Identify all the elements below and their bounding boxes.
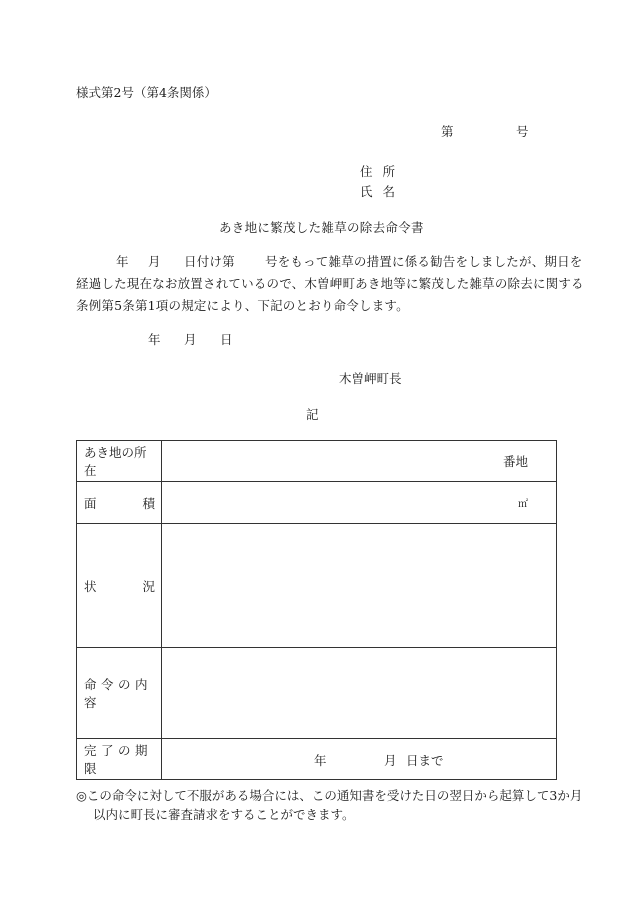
order-content-label: 命令の内容	[84, 677, 153, 710]
form-number-label: 様式第2号（第4条関係）	[76, 85, 217, 100]
area-unit: ㎡	[518, 499, 528, 510]
location-label: あき地の所在	[84, 445, 147, 478]
status-label-cell	[77, 524, 162, 648]
area-value-cell[interactable]	[162, 482, 557, 524]
document-title: あき地に繁茂した雑草の除去命令書	[219, 220, 424, 235]
location-value-cell[interactable]	[162, 441, 557, 482]
issuer-name: 木曽岬町長	[339, 371, 402, 386]
order-content-row	[77, 648, 557, 739]
address-label: 住所	[360, 164, 406, 179]
name-label: 氏名	[360, 184, 406, 199]
deadline-date	[162, 739, 556, 779]
doc-number-prefix: 第	[441, 124, 454, 139]
area-label-char-2: 積	[142, 495, 155, 511]
area-label-cell	[77, 482, 162, 524]
issue-date-day: 日	[220, 332, 233, 347]
body-day-no: 日付け第	[184, 254, 235, 269]
status-row	[77, 524, 557, 648]
location-row	[77, 441, 557, 482]
area-label-char-1: 面	[84, 495, 97, 511]
area-row	[77, 482, 557, 524]
body-year: 年	[116, 254, 129, 269]
deadline-value-cell[interactable]	[162, 739, 557, 780]
doc-number-suffix: 号	[516, 124, 529, 139]
deadline-row	[77, 739, 557, 780]
deadline-label-cell	[77, 739, 162, 780]
status-value-cell[interactable]	[162, 524, 557, 648]
issue-date-month: 月	[184, 332, 197, 347]
status-label	[77, 577, 161, 595]
area-label	[77, 494, 161, 512]
footnote-line-2: 以内に町長に審査請求をすることができます。	[93, 807, 355, 822]
deadline-year: 年	[314, 753, 327, 768]
body-line-1	[76, 252, 583, 269]
body-month: 月	[148, 254, 161, 269]
deadline-day: 日まで	[406, 753, 444, 768]
order-content-value-cell[interactable]	[162, 648, 557, 739]
deadline-label: 完了の期限	[84, 743, 153, 776]
status-label-char-2: 況	[142, 578, 155, 594]
footnote-line-1: ◎この命令に対して不服がある場合には、この通知書を受けた日の翌日から起算して3か月	[76, 788, 583, 803]
order-content-label-cell	[77, 648, 162, 739]
body-line-2: 経過した現在なお放置されているので、木曽岬町あき地等に繁茂した雑草の除去に関する	[76, 276, 584, 291]
location-suffix: 番地	[502, 454, 528, 469]
body-line-3: 条例第5条第1項の規定により、下記のとおり命令します。	[76, 298, 409, 313]
status-label-char-1: 状	[84, 578, 97, 594]
order-details-table	[76, 440, 557, 780]
deadline-month: 月	[384, 753, 397, 768]
location-label-cell	[77, 441, 162, 482]
body-line-1-rest: 号をもって雑草の措置に係る勧告をしましたが、期日を	[265, 254, 583, 269]
record-label: 記	[306, 407, 319, 422]
issue-date-year: 年	[148, 332, 161, 347]
